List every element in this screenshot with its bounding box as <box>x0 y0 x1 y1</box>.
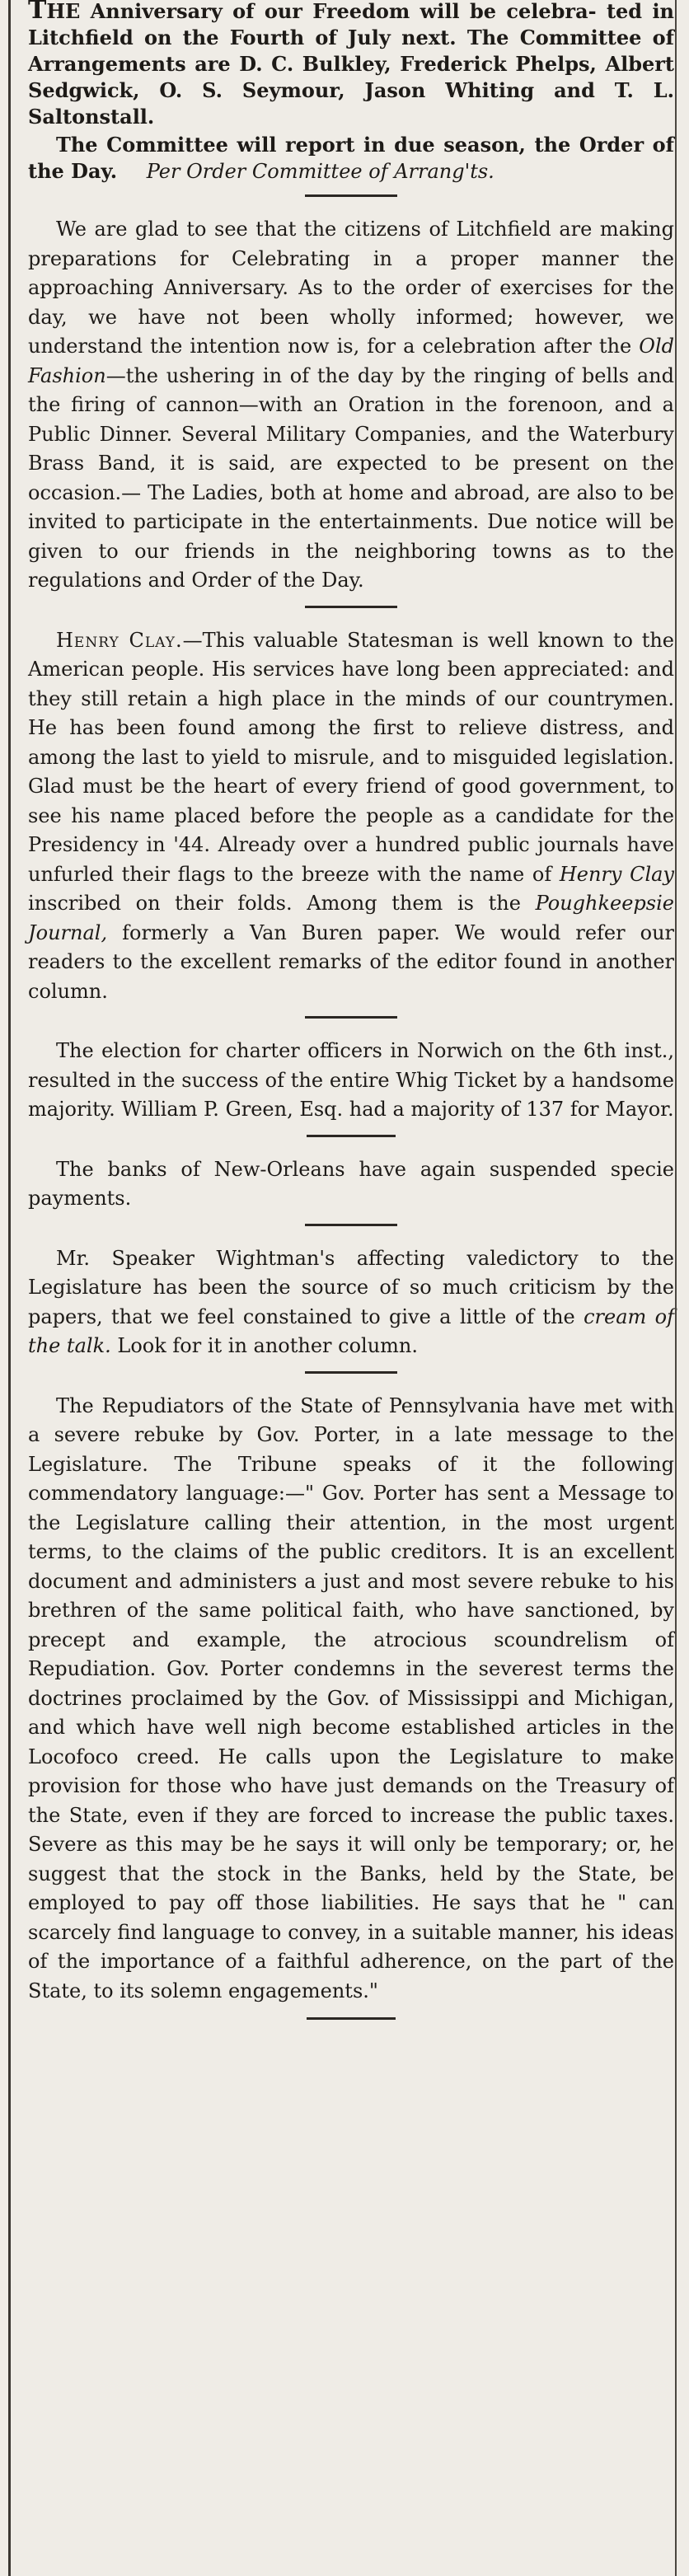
column-rule-right <box>675 0 677 2576</box>
clay-text-3: formerly a Van Buren paper. We would refer our readers to the excellent remarks of the editor found in another column. <box>28 920 674 1003</box>
speaker-text-1: Mr. Speaker Wightman's affecting valedictory to the Legislature has been the source of so much criticism by the papers, that we feel constained to give a little of the <box>28 1246 674 1328</box>
norwich-election-paragraph <box>28 1037 674 1125</box>
celebration-text-2: —the ushering in of the day by the ringing of bells and the firing of cannon—with an Oration in the forenoon, and a Public Dinner. Several Military Companies, and the Waterbury Brass Band, it is said, are expected to be present on the occasion.— The Ladies, both at home and abroad, are also to be invited to participate in the entertainments. Due notice will be given to our friends in the neighboring towns as to the regulations and Order of the Day. <box>28 363 674 592</box>
poughkeepsie-journal-italic: Poughkeepsie Journal, <box>28 892 674 944</box>
banks-text: The banks of New-Orleans have again suspended specie payments. <box>28 1157 674 1210</box>
report-text: The Committee will report in due season, the Order of the Day. <box>28 133 674 183</box>
henry-clay-heading: Henry Clay. <box>56 628 183 652</box>
henry-clay-paragraph <box>28 626 674 1007</box>
section-divider <box>305 1224 397 1226</box>
committee-report <box>28 132 674 185</box>
cream-of-talk-italic: cream of the talk. <box>28 1304 674 1357</box>
celebration-text-1: We are glad to see that the citizens of Litchfield are making preparations for Celebrating in a proper manner the approaching Anniversary. As to the order of exercises for the day, we have not been wholly informed; however, we understand the intention now is, for a celebration after the <box>28 218 674 358</box>
new-orleans-banks-paragraph <box>28 1155 674 1214</box>
clay-name-italic: Henry Clay <box>559 862 674 886</box>
clay-text-2: inscribed on their folds. Among them is the <box>28 892 521 915</box>
speaker-valedictory-paragraph <box>28 1244 674 1361</box>
notice-line-2: ted in Litchfield on the Fourth of July next. <box>28 0 675 49</box>
anniversary-notice <box>28 0 674 130</box>
section-divider <box>307 1135 396 1137</box>
committee-label: The Committee of Arrangements are <box>28 26 675 76</box>
section-divider <box>307 2017 396 2020</box>
old-fashion-italic: Old Fashion <box>28 335 674 387</box>
section-divider <box>305 194 397 197</box>
celebration-paragraph <box>28 215 674 596</box>
norwich-text: The election for charter officers in Norwich on the 6th inst., resulted in the success of the entire Whig Ticket by a handsome majority. William P. Green, Esq. had a majority of 137 for Mayor. <box>28 1039 674 1121</box>
notice-line-1: HE Anniversary of our Freedom will be celebra- <box>46 0 597 23</box>
repudiators-paragraph <box>28 1392 674 2007</box>
speaker-text-2: Look for it in another column. <box>117 1334 419 1357</box>
section-divider <box>305 606 397 608</box>
drop-letter: T <box>28 0 47 25</box>
section-divider <box>305 1371 397 1374</box>
section-divider <box>305 1016 397 1019</box>
committee-names: D. C. Bulkley, Frederick Phelps, Albert Sedgwick, O. S. Seymour, Jason Whiting and T. L. Saltonstall. <box>28 52 675 129</box>
column-rule-left <box>8 0 11 2576</box>
repudiators-text: The Repudiators of the State of Pennsylvania have met with a severe rebuke by Gov. Porter, in a late message to the Legislature. The Tribune speaks of it the following commendatory language:—" Gov. Porter has sent a Message to the Legislature calling their attention, in the most urgent terms, to the claims of the public creditors. It is an excellent document and administers a just and most severe rebuke to his brethren of the same political faith, who have sanctioned, by precept and example, the atrocious scoundrelism of Repudiation. Gov. Porter condemns in the severest terms the doctrines proclaimed by the Gov. of Mississippi and Michigan, and which have well nigh become established articles in the Locofoco creed. He calls upon the Legislature to make provision for those who have just demands on the Treasury of the State, even if they are forced to increase the public taxes. Severe as this may be he says it will only be temporary; or, he suggest that the stock in the Banks, held by the State, be employed to pay off those liabilities. He says that he " can scarcely find language to convey, in a suitable manner, his ideas of the importance of a faithful adherence, on the part of the State, to its solemn engagements." <box>28 1393 674 2002</box>
clay-text-1: —This valuable Statesman is well known to the American people. His services have long been appreciated: and they still retain a high place in the minds of our countrymen. He has been found among the first to relieve distress, and among the last to yield to misrule, and to misguided legislation. Glad must be the heart of every friend of good government, to see his name placed before the people as a candidate for the Presidency in '44. Already over a hundred public journals have unfurled their flags to the breeze with the name of <box>28 628 674 886</box>
notice-signature: Per Order Committee of Arrang'ts. <box>146 160 494 183</box>
